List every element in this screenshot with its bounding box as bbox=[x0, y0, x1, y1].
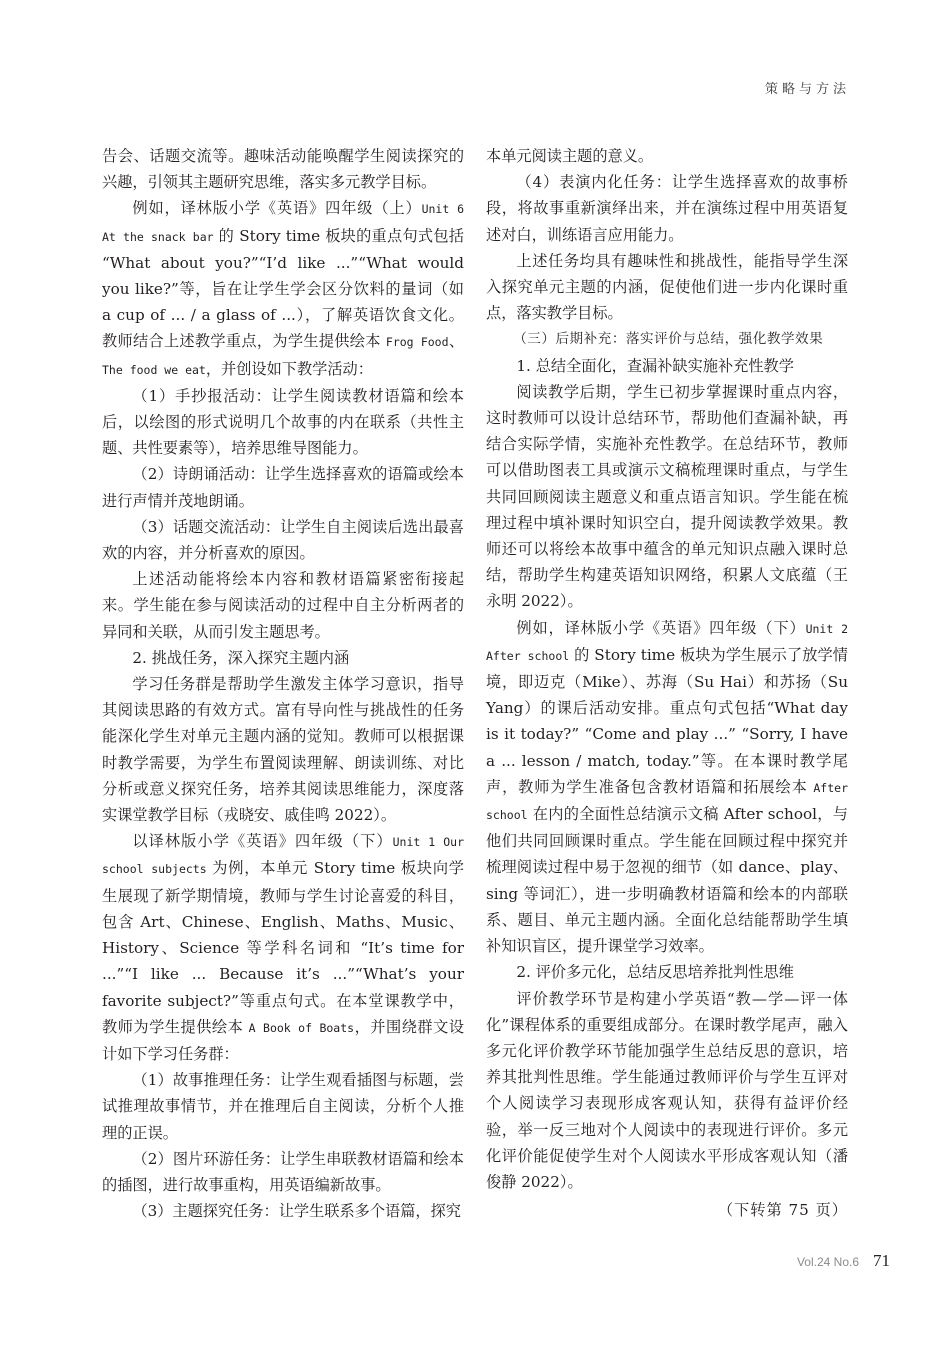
list-item: （4）表演内化任务：让学生选择喜欢的故事桥段，将故事重新演绎出来，并在演练过程中用英语复述对白，训练语言应用能力。 bbox=[486, 173, 848, 244]
paragraph: 本单元阅读主题的意义。 bbox=[486, 147, 654, 165]
paragraph-example-unit6: 例如，译林版小学《英语》四年级（上）Unit 6 At the snack bar 的 Story time 板块的重点句式包括 “What about you?”“I’d like ...”“What would you like?”等，旨在让学生学会区分饮料的量词（如 a cup of ... / a glass of ...），了解英语饮食文化。教师结合上述教学重点，为学生提供绘本 Frog Food、The food we eat，并创设如下教学活动： bbox=[102, 199, 465, 378]
paragraph: 上述任务均具有趣味性和挑战性，能指导学生深入探究单元主题的内涵，促使他们进一步内化课时重点，落实教学目标。 bbox=[486, 251, 848, 323]
right-column bbox=[486, 143, 848, 1223]
paragraph: 阅读教学后期，学生已初步掌握课时重点内容，这时教师可以设计总结环节，帮助他们查漏补缺，再结合实际学情，实施补充性教学。在总结环节，教师可以借助图表工具或演示文稿梳理课时重点，与学生共同回顾阅读主题意义和重点语言知识。学生能在梳理过程中填补课时知识空白，提升阅读教学效果。教师还可以将绘本故事中蕴含的单元知识点融入课时总结，帮助学生构建英语知识网络，积累人文底蕴（王永明 2022）。 bbox=[486, 382, 848, 611]
list-item: （3）主题探究任务：让学生联系多个语篇，探究 bbox=[132, 1202, 461, 1221]
section-header: 策略与方法 bbox=[764, 81, 850, 96]
left-column bbox=[102, 143, 464, 1224]
list-item: （3）话题交流活动：让学生自主阅读后选出最喜欢的内容，并分析喜欢的原因。 bbox=[102, 517, 464, 563]
paragraph-example-unit1: 以译林版小学《英语》四年级（下）Unit 1 Our school subjects 为例，本单元 Story time 板块向学生展现了新学期情境，教师与学生讨论喜爱的科目，包含 Art、Chinese、English、Maths、Music、History、Science 等学科名词和 “It’s time for ...”“I like ... Because it’s ...”“What’s your favorite subject?”等重点句式。在本堂课教学中，教师为学生提供绘本 A Book of Boats，并围绕群文设计如下学习任务群： bbox=[102, 832, 464, 1063]
paragraph: 学习任务群是帮助学生激发主体学习意识，指导其阅读思路的有效方式。富有导向性与挑战性的任务能深化学生对单元主题内涵的觉知。教师可以根据课时教学需要，为学生布置阅读理解、朗读训练、对比分析或意义探究任务，培养其阅读思维能力，深度落实课堂教学目标（戎晓安、戚佳鸣 2022）。 bbox=[102, 675, 464, 825]
section-heading: （三）后期补充：落实评价与总结，强化教学效果 bbox=[513, 331, 824, 348]
paragraph: 上述活动能将绘本内容和教材语篇紧密衔接起来。学生能在参与阅读活动的过程中自主分析两者的异同和关联，从而引发主题思考。 bbox=[102, 570, 464, 641]
paragraph: 评价教学环节是构建小学英语“教—学—评一体化”课程体系的重要组成部分。在课时教学尾声，融入多元化评价教学环节能加强学生总结反思的意识，培养其批判性思维。学生能通过教师评价与学生互评对个人阅读学习表现形成客观认知，获得有益评价经验，举一反三地对个人阅读中的表现进行评价。多元化评价能促使学生对个人阅读水平形成客观认知（潘俊静 2022）。 bbox=[486, 989, 848, 1191]
list-item: （1）手抄报活动：让学生阅读教材语篇和绘本后，以绘图的形式说明几个故事的内在联系（共性主题、共性要素等），培养思维导图能力。 bbox=[102, 386, 464, 458]
subsection-heading: 1. 总结全面化，查漏补缺实施补充性教学 bbox=[516, 356, 794, 375]
subsection-heading: 2. 评价多元化，总结反思培养批判性思维 bbox=[516, 963, 794, 982]
paragraph-example-unit2: 例如，译林版小学《英语》四年级（下）Unit 2 After school 的 Story time 板块为学生展示了放学情境，即迈克（Mike）、苏海（Su Hai）和苏扬（Su Yang）的课后活动安排。重点句式包括“What day is it today?” “Come and play ...” “Sorry, I have a ... lesson / match, today.”等。在本课时教学尾声，教师为学生准备包含教材语篇和拓展绘本 After school 在内的全面性总结演示文稿 After school，与他们共同回顾课时重点。学生能在回顾过程中探究并梳理阅读过程中易于忽视的细节（如 dance、play、sing 等词汇），进一步明确教材语篇和绘本的内部联系、题目、单元主题内涵。全面化总结能帮助学生填补知识盲区，提升课堂学习效率。 bbox=[486, 618, 848, 956]
subsection-heading: 2. 挑战任务，深入探究主题内涵 bbox=[132, 648, 350, 667]
list-item: （2）诗朗诵活动：让学生选择喜欢的语篇或绘本进行声情并茂地朗诵。 bbox=[102, 465, 464, 510]
list-item: （1）故事推理任务：让学生观看插图与标题，尝试推理故事情节，并在推理后自主阅读，分析个人推理的正误。 bbox=[102, 1071, 464, 1142]
volume-label: Vol.24 No.6 bbox=[796, 1255, 859, 1269]
page-footer bbox=[797, 1251, 890, 1271]
paragraph: 告会、话题交流等。趣味活动能唤醒学生阅读探究的兴趣，引领其主题研究思维，落实多元教学目标。 bbox=[102, 147, 464, 192]
list-item: （2）图片环游任务：让学生串联教材语篇和绘本的插图，进行故事重构，用英语编新故事。 bbox=[102, 1149, 464, 1194]
continued-note: （下转第 75 页） bbox=[717, 1201, 848, 1220]
page-number: 71 bbox=[873, 1251, 890, 1270]
